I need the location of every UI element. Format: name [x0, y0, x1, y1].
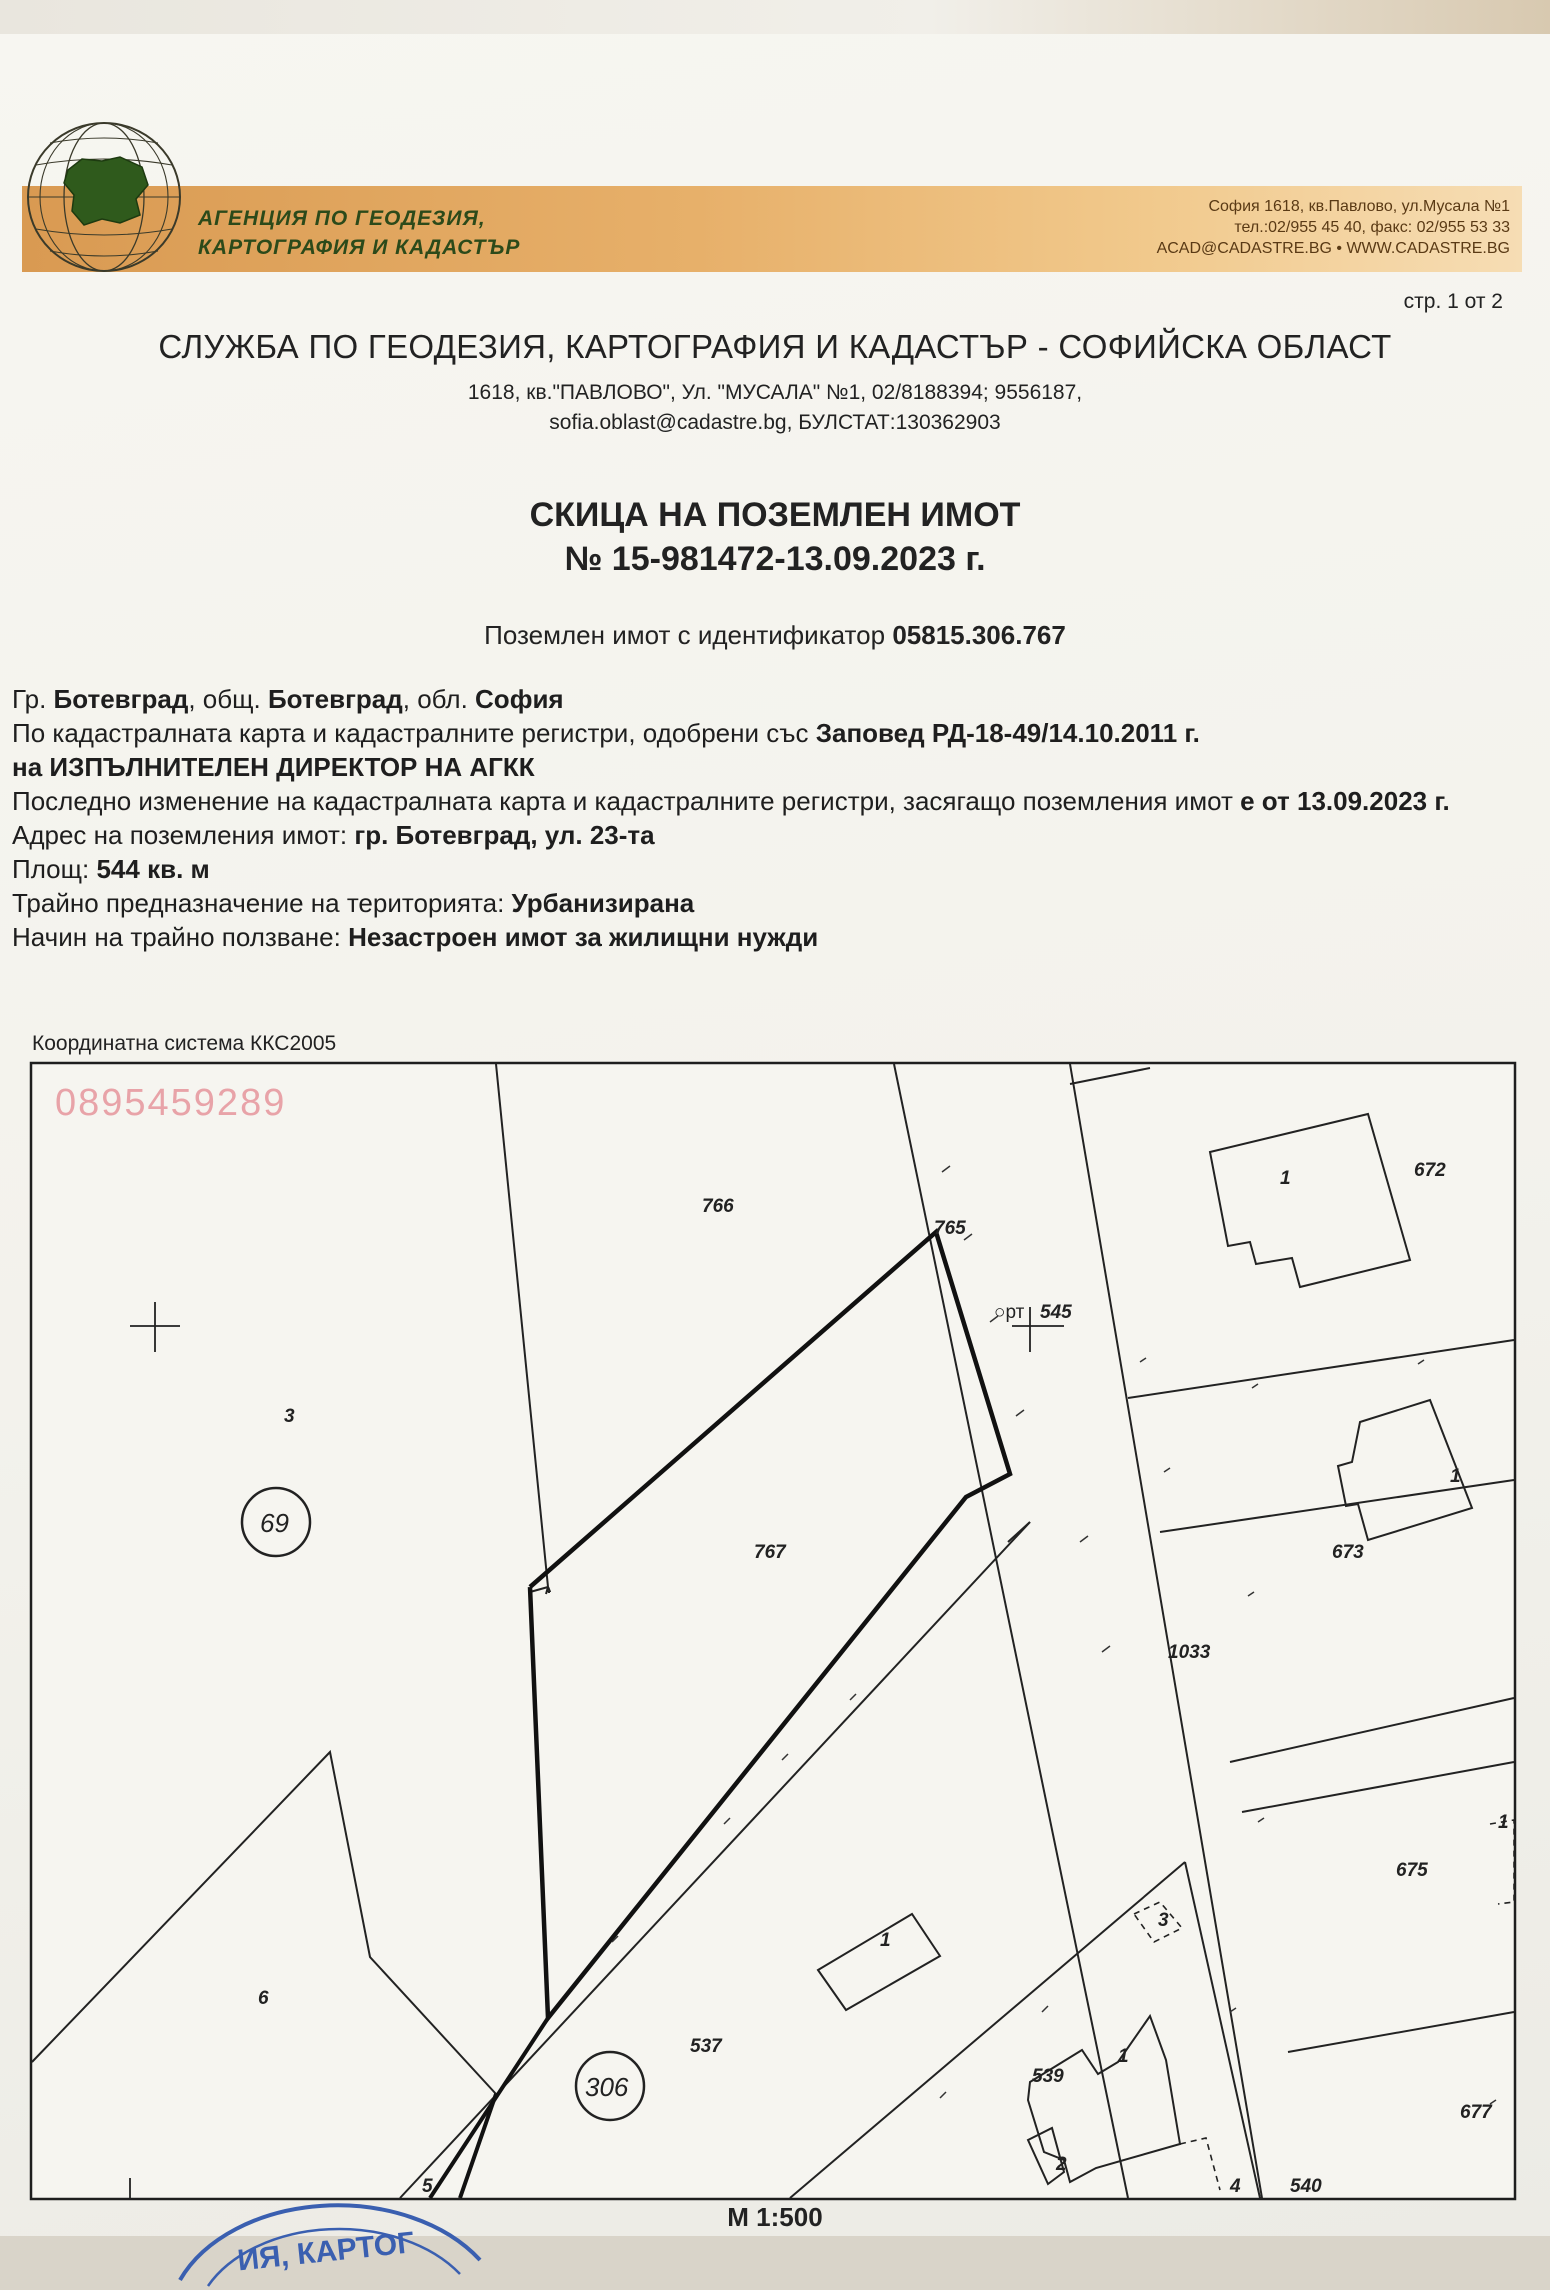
area-value: 544 кв. м	[96, 854, 210, 884]
coordinate-system: Координатна система ККС2005	[32, 1032, 337, 1055]
parcel-545-label: 545	[1040, 1302, 1072, 1323]
parcel-539-label: 539	[1032, 2066, 1064, 2087]
block-69-label: 69	[260, 1508, 289, 1538]
office-name: СЛУЖБА ПО ГЕОДЕЗИЯ, КАРТОГРАФИЯ И КАДАСТЪР - СОФИЙСКА ОБЛАСТ	[158, 328, 1392, 365]
parcel-540-label: 540	[1290, 2176, 1322, 2197]
agency-name-line2: КАРТОГРАФИЯ И КАДАСТЪР	[198, 236, 521, 259]
property-details	[12, 682, 1537, 954]
region-prefix: , обл.	[402, 684, 468, 714]
address-label: Адрес на поземления имот:	[12, 820, 348, 850]
parcel-673-label: 673	[1332, 1542, 1364, 1563]
parcel-767-label: 767	[754, 1542, 786, 1563]
document-title-block	[0, 493, 1550, 581]
building-537-label: 1	[880, 1930, 891, 1951]
agency-contact	[1157, 196, 1510, 259]
page-number: стр. 1 от 2	[1403, 290, 1503, 313]
address-value: гр. Ботевград, ул. 23-та	[354, 820, 655, 850]
purpose-line	[12, 886, 1537, 920]
area-line	[12, 852, 1537, 886]
contact-email-web: ACAD@CADASTRE.BG • WWW.CADASTRE.BG	[1156, 240, 1510, 257]
usage-line	[12, 920, 1537, 954]
region-value: София	[475, 684, 564, 714]
parcel-6-label: 6	[258, 1988, 269, 2009]
structure-4-label: 4	[1230, 2176, 1241, 2197]
building-539-2-label: 2	[1056, 2154, 1067, 2175]
building-673-label: 1	[1450, 1466, 1461, 1487]
block-306-label: 306	[585, 2072, 629, 2102]
city-value: Ботевград	[53, 684, 189, 714]
parcel-3-label: 3	[284, 1406, 295, 1427]
structure-3-label: 3	[1158, 1910, 1169, 1931]
map-scale: М 1:500	[727, 2202, 823, 2232]
paper-top-edge	[0, 0, 1550, 34]
last-change-value: е от 13.09.2023 г.	[1240, 786, 1450, 816]
contact-phone: тел.:02/955 45 40, факс: 02/955 53 33	[1234, 219, 1510, 236]
city-prefix: Гр.	[12, 684, 47, 714]
municipality-value: Ботевград	[267, 684, 403, 714]
approval-by: на ИЗПЪЛНИТЕЛЕН ДИРЕКТОР НА АГКК	[12, 752, 535, 782]
property-identifier	[0, 620, 1550, 651]
location-line	[12, 682, 1537, 716]
parcel-675-label: 675	[1396, 1860, 1428, 1881]
document-number: № 15-981472-13.09.2023 г.	[564, 540, 986, 578]
approval-line	[12, 716, 1537, 750]
area-label: Площ:	[12, 854, 90, 884]
last-change-line	[12, 784, 1537, 818]
parcel-537-label: 537	[690, 2036, 722, 2057]
parcel-677-label: 677	[1460, 2102, 1492, 2123]
building-539-label: 1	[1118, 2046, 1129, 2067]
office-address-line2: sofia.oblast@cadastre.bg, БУЛСТАТ:130362903	[549, 411, 1001, 434]
building-675-label: 1	[1498, 1812, 1509, 1833]
parcel-5-label: 5	[422, 2176, 433, 2197]
identifier-value: 05815.306.767	[892, 620, 1066, 650]
official-stamp	[160, 2170, 490, 2290]
agency-name-line1: АГЕНЦИЯ ПО ГЕОДЕЗИЯ,	[198, 207, 486, 230]
purpose-label: Трайно предназначение на територията:	[12, 888, 505, 918]
document-title: СКИЦА НА ПОЗЕМЛЕН ИМОТ	[529, 496, 1021, 534]
purpose-value: Урбанизирана	[511, 888, 695, 918]
usage-label: Начин на трайно ползване:	[12, 922, 341, 952]
usage-value: Незастроен имот за жилищни нужди	[348, 922, 819, 952]
point-symbol: ○рт	[994, 1302, 1025, 1323]
last-change-text: Последно изменение на кадастралната карта и кадастралните регистри, засягащо поземления имот	[12, 786, 1233, 816]
approval-by-line	[12, 750, 1537, 784]
office-address-line1: 1618, кв."ПАВЛОВО", Ул. "МУСАЛА" №1, 02/8188394; 9556187,	[467, 381, 1083, 404]
approval-text: По кадастралната карта и кадастралните регистри, одобрени със	[12, 718, 809, 748]
office-address	[0, 378, 1550, 438]
contact-address: София 1618, кв.Павлово, ул.Мусала №1	[1208, 198, 1510, 215]
parcel-672-label: 672	[1414, 1160, 1446, 1181]
watermark-phone: 0895459289	[55, 1082, 287, 1124]
parcel-766-label: 766	[702, 1196, 734, 1217]
parcel-765-label: 765	[934, 1218, 966, 1239]
building-672-label: 1	[1280, 1168, 1291, 1189]
map-frame	[31, 1063, 1515, 2199]
municipality-prefix: , общ.	[188, 684, 261, 714]
cadastral-map	[30, 1062, 1516, 2202]
agency-name	[198, 204, 520, 262]
globe-bulgaria-icon	[24, 115, 190, 275]
identifier-label: Поземлен имот с идентификатор	[484, 620, 886, 650]
approval-order: Заповед РД-18-49/14.10.2011 г.	[815, 718, 1200, 748]
address-line	[12, 818, 1537, 852]
parcel-1033-label: 1033	[1168, 1642, 1211, 1663]
stamp-text: ИЯ, КАРТОГ	[235, 2226, 416, 2278]
